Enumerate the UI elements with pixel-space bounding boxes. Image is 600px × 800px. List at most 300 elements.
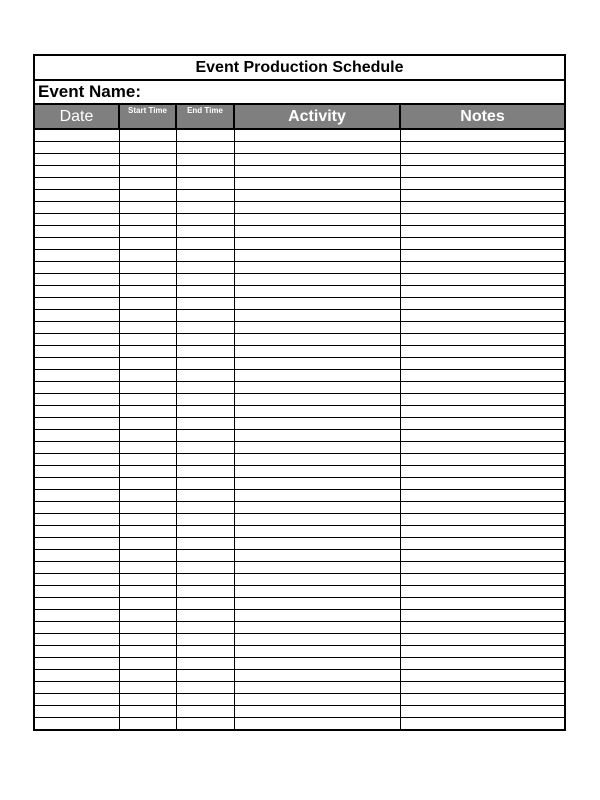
cell-start-time[interactable] — [120, 658, 177, 669]
cell-date[interactable] — [35, 202, 120, 213]
cell-notes[interactable] — [401, 574, 564, 585]
cell-end-time[interactable] — [177, 694, 235, 705]
cell-start-time[interactable] — [120, 178, 177, 189]
table-body — [35, 130, 564, 729]
cell-end-time[interactable] — [177, 370, 235, 381]
table-row — [35, 574, 564, 586]
table-row — [35, 226, 564, 238]
table-row — [35, 622, 564, 634]
table-row — [35, 658, 564, 670]
cell-date[interactable] — [35, 286, 120, 297]
cell-start-time[interactable] — [120, 382, 177, 393]
cell-activity[interactable] — [235, 190, 401, 201]
cell-notes[interactable] — [401, 322, 564, 333]
cell-notes[interactable] — [401, 178, 564, 189]
cell-end-time[interactable] — [177, 550, 235, 561]
cell-date[interactable] — [35, 574, 120, 585]
cell-date[interactable] — [35, 262, 120, 273]
cell-end-time[interactable] — [177, 442, 235, 453]
cell-date[interactable] — [35, 154, 120, 165]
cell-end-time[interactable] — [177, 514, 235, 525]
cell-end-time[interactable] — [177, 478, 235, 489]
table-row — [35, 202, 564, 214]
cell-activity[interactable] — [235, 262, 401, 273]
schedule-title: Event Production Schedule — [35, 56, 564, 81]
cell-end-time[interactable] — [177, 394, 235, 405]
cell-activity[interactable] — [235, 670, 401, 681]
cell-end-time[interactable] — [177, 598, 235, 609]
cell-notes[interactable] — [401, 238, 564, 249]
cell-end-time[interactable] — [177, 466, 235, 477]
cell-notes[interactable] — [401, 586, 564, 597]
cell-notes[interactable] — [401, 610, 564, 621]
cell-date[interactable] — [35, 178, 120, 189]
cell-start-time[interactable] — [120, 670, 177, 681]
cell-date[interactable] — [35, 394, 120, 405]
table-row — [35, 130, 564, 142]
cell-start-time[interactable] — [120, 598, 177, 609]
cell-end-time[interactable] — [177, 298, 235, 309]
cell-date[interactable] — [35, 538, 120, 549]
cell-date[interactable] — [35, 130, 120, 141]
cell-notes[interactable] — [401, 682, 564, 693]
cell-activity[interactable] — [235, 526, 401, 537]
cell-date[interactable] — [35, 166, 120, 177]
cell-activity[interactable] — [235, 346, 401, 357]
cell-activity[interactable] — [235, 214, 401, 225]
table-header — [35, 105, 564, 130]
cell-activity[interactable] — [235, 586, 401, 597]
cell-date[interactable] — [35, 562, 120, 573]
table-row — [35, 490, 564, 502]
cell-activity[interactable] — [235, 682, 401, 693]
cell-date[interactable] — [35, 658, 120, 669]
table-row — [35, 214, 564, 226]
column-header-date: Date — [35, 105, 120, 128]
table-row — [35, 598, 564, 610]
cell-notes[interactable] — [401, 658, 564, 669]
cell-notes[interactable] — [401, 226, 564, 237]
table-row — [35, 346, 564, 358]
cell-activity[interactable] — [235, 238, 401, 249]
cell-notes[interactable] — [401, 466, 564, 477]
table-row — [35, 694, 564, 706]
cell-start-time[interactable] — [120, 502, 177, 513]
cell-date[interactable] — [35, 298, 120, 309]
cell-notes[interactable] — [401, 370, 564, 381]
cell-notes[interactable] — [401, 562, 564, 573]
cell-start-time[interactable] — [120, 262, 177, 273]
cell-notes[interactable] — [401, 706, 564, 717]
cell-start-time[interactable] — [120, 454, 177, 465]
cell-date[interactable] — [35, 190, 120, 201]
cell-start-time[interactable] — [120, 142, 177, 153]
table-row — [35, 514, 564, 526]
cell-notes[interactable] — [401, 214, 564, 225]
cell-date[interactable] — [35, 634, 120, 645]
schedule-sheet — [33, 54, 566, 731]
cell-start-time[interactable] — [120, 682, 177, 693]
cell-activity[interactable] — [235, 286, 401, 297]
cell-end-time[interactable] — [177, 322, 235, 333]
cell-activity[interactable] — [235, 466, 401, 477]
cell-start-time[interactable] — [120, 202, 177, 213]
table-row — [35, 646, 564, 658]
table-row — [35, 250, 564, 262]
cell-activity[interactable] — [235, 202, 401, 213]
cell-start-time[interactable] — [120, 706, 177, 717]
cell-activity[interactable] — [235, 334, 401, 345]
table-row — [35, 670, 564, 682]
table-row — [35, 418, 564, 430]
table-row — [35, 430, 564, 442]
cell-notes[interactable] — [401, 490, 564, 501]
cell-end-time[interactable] — [177, 454, 235, 465]
cell-date[interactable] — [35, 706, 120, 717]
table-row — [35, 634, 564, 646]
cell-start-time[interactable] — [120, 550, 177, 561]
table-row — [35, 178, 564, 190]
cell-start-time[interactable] — [120, 574, 177, 585]
cell-activity[interactable] — [235, 130, 401, 141]
cell-end-time[interactable] — [177, 334, 235, 345]
cell-start-time[interactable] — [120, 514, 177, 525]
cell-end-time[interactable] — [177, 682, 235, 693]
table-row — [35, 538, 564, 550]
cell-activity[interactable] — [235, 718, 401, 729]
table-row — [35, 586, 564, 598]
cell-end-time[interactable] — [177, 358, 235, 369]
cell-activity[interactable] — [235, 610, 401, 621]
cell-end-time[interactable] — [177, 166, 235, 177]
cell-activity[interactable] — [235, 502, 401, 513]
cell-date[interactable] — [35, 502, 120, 513]
cell-notes[interactable] — [401, 286, 564, 297]
cell-end-time[interactable] — [177, 646, 235, 657]
cell-date[interactable] — [35, 550, 120, 561]
cell-end-time[interactable] — [177, 562, 235, 573]
table-row — [35, 358, 564, 370]
table-row — [35, 394, 564, 406]
cell-start-time[interactable] — [120, 694, 177, 705]
cell-notes[interactable] — [401, 394, 564, 405]
table-row — [35, 442, 564, 454]
table-row — [35, 682, 564, 694]
table-row — [35, 142, 564, 154]
cell-activity[interactable] — [235, 274, 401, 285]
cell-end-time[interactable] — [177, 430, 235, 441]
cell-notes[interactable] — [401, 250, 564, 261]
cell-notes[interactable] — [401, 670, 564, 681]
cell-notes[interactable] — [401, 598, 564, 609]
cell-activity[interactable] — [235, 478, 401, 489]
cell-activity[interactable] — [235, 322, 401, 333]
cell-notes[interactable] — [401, 262, 564, 273]
cell-end-time[interactable] — [177, 574, 235, 585]
cell-date[interactable] — [35, 622, 120, 633]
cell-activity[interactable] — [235, 646, 401, 657]
cell-date[interactable] — [35, 514, 120, 525]
cell-start-time[interactable] — [120, 610, 177, 621]
cell-start-time[interactable] — [120, 298, 177, 309]
cell-date[interactable] — [35, 406, 120, 417]
cell-start-time[interactable] — [120, 430, 177, 441]
cell-start-time[interactable] — [120, 226, 177, 237]
cell-activity[interactable] — [235, 490, 401, 501]
cell-date[interactable] — [35, 370, 120, 381]
cell-date[interactable] — [35, 682, 120, 693]
table-row — [35, 298, 564, 310]
cell-start-time[interactable] — [120, 166, 177, 177]
cell-activity[interactable] — [235, 562, 401, 573]
cell-activity[interactable] — [235, 382, 401, 393]
cell-activity[interactable] — [235, 142, 401, 153]
cell-date[interactable] — [35, 454, 120, 465]
cell-end-time[interactable] — [177, 670, 235, 681]
cell-end-time[interactable] — [177, 418, 235, 429]
cell-date[interactable] — [35, 526, 120, 537]
cell-start-time[interactable] — [120, 526, 177, 537]
cell-date[interactable] — [35, 310, 120, 321]
cell-end-time[interactable] — [177, 346, 235, 357]
cell-notes[interactable] — [401, 430, 564, 441]
table-row — [35, 718, 564, 729]
cell-activity[interactable] — [235, 514, 401, 525]
cell-end-time[interactable] — [177, 226, 235, 237]
cell-date[interactable] — [35, 598, 120, 609]
table-row — [35, 274, 564, 286]
cell-activity[interactable] — [235, 442, 401, 453]
cell-notes[interactable] — [401, 190, 564, 201]
cell-notes[interactable] — [401, 334, 564, 345]
cell-notes[interactable] — [401, 622, 564, 633]
cell-date[interactable] — [35, 442, 120, 453]
cell-notes[interactable] — [401, 442, 564, 453]
cell-end-time[interactable] — [177, 706, 235, 717]
cell-date[interactable] — [35, 418, 120, 429]
cell-activity[interactable] — [235, 598, 401, 609]
cell-start-time[interactable] — [120, 358, 177, 369]
cell-activity[interactable] — [235, 622, 401, 633]
table-row — [35, 466, 564, 478]
cell-start-time[interactable] — [120, 310, 177, 321]
cell-end-time[interactable] — [177, 214, 235, 225]
cell-activity[interactable] — [235, 178, 401, 189]
table-row — [35, 334, 564, 346]
cell-notes[interactable] — [401, 382, 564, 393]
cell-activity[interactable] — [235, 430, 401, 441]
cell-start-time[interactable] — [120, 634, 177, 645]
cell-start-time[interactable] — [120, 154, 177, 165]
cell-notes[interactable] — [401, 478, 564, 489]
cell-start-time[interactable] — [120, 274, 177, 285]
cell-start-time[interactable] — [120, 130, 177, 141]
table-row — [35, 154, 564, 166]
table-row — [35, 478, 564, 490]
table-row — [35, 610, 564, 622]
cell-date[interactable] — [35, 586, 120, 597]
cell-date[interactable] — [35, 466, 120, 477]
cell-date[interactable] — [35, 274, 120, 285]
cell-end-time[interactable] — [177, 238, 235, 249]
cell-notes[interactable] — [401, 154, 564, 165]
cell-start-time[interactable] — [120, 406, 177, 417]
cell-start-time[interactable] — [120, 370, 177, 381]
cell-end-time[interactable] — [177, 154, 235, 165]
cell-activity[interactable] — [235, 574, 401, 585]
cell-activity[interactable] — [235, 538, 401, 549]
cell-activity[interactable] — [235, 454, 401, 465]
table-row — [35, 454, 564, 466]
cell-activity[interactable] — [235, 706, 401, 717]
cell-activity[interactable] — [235, 310, 401, 321]
cell-activity[interactable] — [235, 550, 401, 561]
cell-notes[interactable] — [401, 526, 564, 537]
cell-date[interactable] — [35, 250, 120, 261]
cell-notes[interactable] — [401, 142, 564, 153]
cell-notes[interactable] — [401, 694, 564, 705]
cell-activity[interactable] — [235, 250, 401, 261]
cell-notes[interactable] — [401, 346, 564, 357]
cell-date[interactable] — [35, 694, 120, 705]
cell-date[interactable] — [35, 226, 120, 237]
cell-end-time[interactable] — [177, 610, 235, 621]
cell-date[interactable] — [35, 490, 120, 501]
cell-start-time[interactable] — [120, 190, 177, 201]
cell-start-time[interactable] — [120, 562, 177, 573]
cell-start-time[interactable] — [120, 442, 177, 453]
table-row — [35, 406, 564, 418]
cell-activity[interactable] — [235, 634, 401, 645]
table-row — [35, 526, 564, 538]
cell-start-time[interactable] — [120, 418, 177, 429]
cell-start-time[interactable] — [120, 538, 177, 549]
cell-end-time[interactable] — [177, 190, 235, 201]
cell-end-time[interactable] — [177, 658, 235, 669]
cell-end-time[interactable] — [177, 526, 235, 537]
cell-start-time[interactable] — [120, 238, 177, 249]
cell-end-time[interactable] — [177, 406, 235, 417]
cell-activity[interactable] — [235, 406, 401, 417]
cell-notes[interactable] — [401, 550, 564, 561]
cell-notes[interactable] — [401, 202, 564, 213]
cell-end-time[interactable] — [177, 250, 235, 261]
cell-activity[interactable] — [235, 694, 401, 705]
column-header-end-time: End Time — [177, 105, 235, 128]
cell-notes[interactable] — [401, 298, 564, 309]
cell-end-time[interactable] — [177, 538, 235, 549]
cell-end-time[interactable] — [177, 274, 235, 285]
table-row — [35, 190, 564, 202]
table-row — [35, 262, 564, 274]
cell-end-time[interactable] — [177, 634, 235, 645]
cell-notes[interactable] — [401, 502, 564, 513]
cell-start-time[interactable] — [120, 334, 177, 345]
cell-activity[interactable] — [235, 358, 401, 369]
cell-activity[interactable] — [235, 394, 401, 405]
table-row — [35, 286, 564, 298]
cell-start-time[interactable] — [120, 478, 177, 489]
cell-activity[interactable] — [235, 166, 401, 177]
cell-date[interactable] — [35, 718, 120, 729]
cell-end-time[interactable] — [177, 142, 235, 153]
cell-start-time[interactable] — [120, 646, 177, 657]
cell-date[interactable] — [35, 142, 120, 153]
cell-notes[interactable] — [401, 646, 564, 657]
cell-notes[interactable] — [401, 358, 564, 369]
cell-date[interactable] — [35, 646, 120, 657]
cell-activity[interactable] — [235, 370, 401, 381]
cell-start-time[interactable] — [120, 394, 177, 405]
cell-date[interactable] — [35, 238, 120, 249]
cell-date[interactable] — [35, 670, 120, 681]
cell-date[interactable] — [35, 382, 120, 393]
cell-date[interactable] — [35, 322, 120, 333]
cell-end-time[interactable] — [177, 130, 235, 141]
cell-notes[interactable] — [401, 538, 564, 549]
cell-start-time[interactable] — [120, 490, 177, 501]
cell-notes[interactable] — [401, 166, 564, 177]
cell-date[interactable] — [35, 334, 120, 345]
cell-notes[interactable] — [401, 310, 564, 321]
cell-notes[interactable] — [401, 274, 564, 285]
cell-end-time[interactable] — [177, 262, 235, 273]
table-row — [35, 382, 564, 394]
column-header-notes: Notes — [460, 108, 505, 125]
cell-end-time[interactable] — [177, 622, 235, 633]
cell-notes[interactable] — [401, 634, 564, 645]
cell-notes[interactable] — [401, 514, 564, 525]
cell-end-time[interactable] — [177, 382, 235, 393]
cell-notes[interactable] — [401, 130, 564, 141]
cell-start-time[interactable] — [120, 586, 177, 597]
cell-date[interactable] — [35, 478, 120, 489]
cell-end-time[interactable] — [177, 490, 235, 501]
cell-end-time[interactable] — [177, 178, 235, 189]
cell-end-time[interactable] — [177, 502, 235, 513]
cell-start-time[interactable] — [120, 214, 177, 225]
event-name-label: Event Name: — [35, 81, 564, 105]
cell-activity[interactable] — [235, 418, 401, 429]
cell-start-time[interactable] — [120, 466, 177, 477]
cell-notes[interactable] — [401, 454, 564, 465]
cell-date[interactable] — [35, 430, 120, 441]
cell-end-time[interactable] — [177, 310, 235, 321]
cell-date[interactable] — [35, 214, 120, 225]
cell-start-time[interactable] — [120, 346, 177, 357]
cell-start-time[interactable] — [120, 250, 177, 261]
cell-start-time[interactable] — [120, 718, 177, 729]
cell-notes[interactable] — [401, 406, 564, 417]
cell-activity[interactable] — [235, 298, 401, 309]
table-row — [35, 238, 564, 250]
cell-date[interactable] — [35, 358, 120, 369]
cell-date[interactable] — [35, 610, 120, 621]
cell-end-time[interactable] — [177, 286, 235, 297]
cell-start-time[interactable] — [120, 622, 177, 633]
cell-end-time[interactable] — [177, 202, 235, 213]
cell-end-time[interactable] — [177, 586, 235, 597]
cell-end-time[interactable] — [177, 718, 235, 729]
cell-notes[interactable] — [401, 718, 564, 729]
cell-start-time[interactable] — [120, 286, 177, 297]
cell-activity[interactable] — [235, 226, 401, 237]
cell-notes[interactable] — [401, 418, 564, 429]
cell-date[interactable] — [35, 346, 120, 357]
cell-start-time[interactable] — [120, 322, 177, 333]
cell-activity[interactable] — [235, 154, 401, 165]
cell-activity[interactable] — [235, 658, 401, 669]
